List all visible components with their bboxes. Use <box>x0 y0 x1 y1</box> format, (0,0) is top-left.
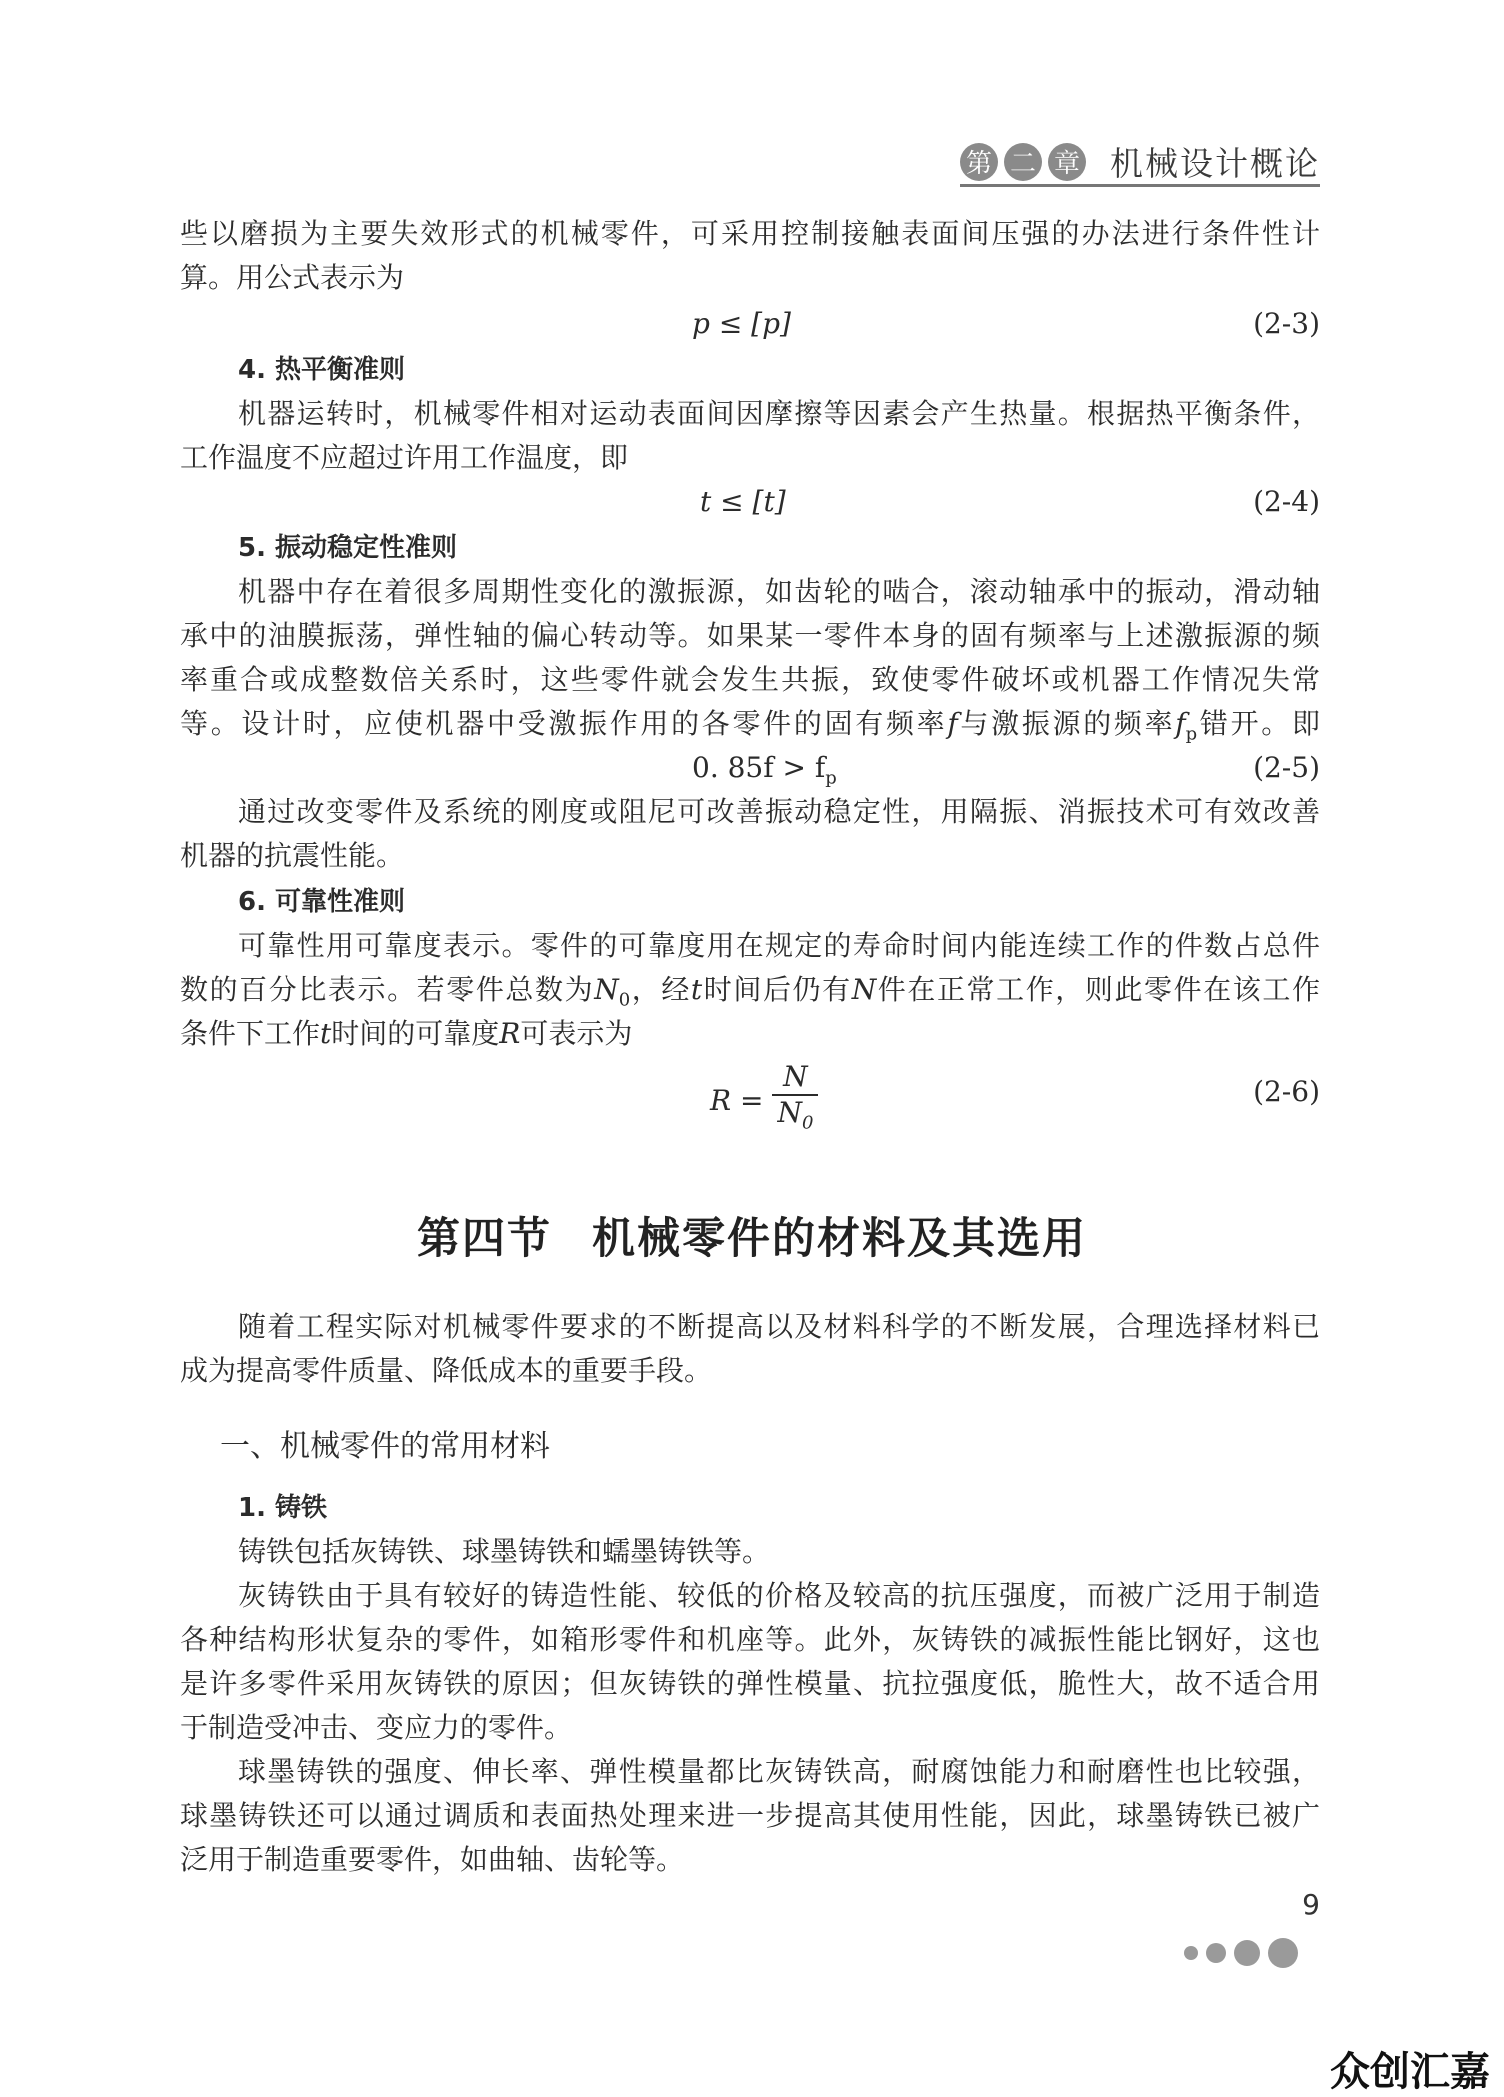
formula-2-6 <box>710 1060 819 1141</box>
subscript: 0 <box>801 1112 814 1134</box>
text-line: 成为提高零件质量、降低成本的重要手段。 <box>180 1354 713 1387</box>
dot-icon <box>1184 1946 1198 1960</box>
text-span: 等。设计时，应使机器中受激振作用的各零件的固有频率 <box>180 707 948 740</box>
watermark: 众创汇嘉 <box>1330 2049 1490 2095</box>
formula-text: 0. 85f > f <box>692 751 826 784</box>
text-line: 球墨铸铁的强度、伸长率、弹性模量都比灰铸铁高，耐腐蚀能力和耐磨性也比较强， <box>238 1755 1320 1788</box>
symbol-f: f <box>947 707 958 740</box>
text-line: 工作温度不应超过许用工作温度，即 <box>180 441 629 474</box>
dot-icon <box>1234 1940 1260 1966</box>
subheading-reliability: 6. 可靠性准则 <box>238 887 406 917</box>
formula-text: N <box>777 1096 802 1129</box>
subheading-cast-iron: 1. 铸铁 <box>238 1493 328 1523</box>
subheading-thermal-balance: 4. 热平衡准则 <box>238 355 406 385</box>
fraction <box>771 1060 819 1141</box>
text-line <box>180 1012 1320 1056</box>
text-line: 通过改变零件及系统的刚度或阻尼可改善振动稳定性，用隔振、消振技术可有效改善 <box>238 795 1320 828</box>
formula-2-3: p ≤ [p] <box>692 307 791 340</box>
dot-icon <box>1206 1943 1226 1963</box>
text-line: 机器中存在着很多周期性变化的激振源，如齿轮的啮合，滚动轴承中的振动，滑动轴 <box>238 575 1320 608</box>
chapter-badge-2: 二 <box>1004 143 1042 181</box>
symbol-f: f <box>1175 707 1186 740</box>
text-span: 时间后仍有 <box>702 973 852 1006</box>
chapter-title: 机械设计概论 <box>1110 144 1320 183</box>
symbol-t: t <box>690 973 703 1006</box>
text-line: 算。用公式表示为 <box>180 261 405 294</box>
subscript: 0 <box>618 989 631 1011</box>
text-span: 错开。即 <box>1197 707 1320 740</box>
section-label: 第四节 <box>417 1214 552 1264</box>
symbol-R: R <box>499 1017 521 1050</box>
text-line: 于制造受冲击、变应力的零件。 <box>180 1711 573 1744</box>
equation-number: (2-3) <box>1253 307 1320 340</box>
symbol-N: N <box>851 973 877 1006</box>
text-span: 与激振源的频率 <box>957 707 1176 740</box>
decorative-dots <box>1184 1938 1298 1968</box>
chapter-header <box>960 138 1320 185</box>
text-span: 数的百分比表示。若零件总数为 <box>180 973 595 1006</box>
text-span: 条件下工作 <box>180 1017 321 1050</box>
text-line: 球墨铸铁还可以通过调质和表面热处理来进一步提高其使用性能，因此，球墨铸铁已被广 <box>180 1799 1320 1832</box>
section-heading: 机械零件的材料及其选用 <box>592 1214 1087 1264</box>
dot-icon <box>1268 1938 1298 1968</box>
formula-lhs: R = <box>710 1083 764 1117</box>
text-span: 时间的可靠度 <box>331 1017 500 1050</box>
text-line: 铸铁包括灰铸铁、球墨铸铁和蠕墨铸铁等。 <box>238 1535 771 1568</box>
page-number: 9 <box>1302 1888 1320 1921</box>
text-span: ，经 <box>630 973 691 1006</box>
text-line: 承中的油膜振荡，弹性轴的偏心转动等。如果某一零件本身的固有频率与上述激振源的频 <box>180 619 1320 652</box>
text-line: 些以磨损为主要失效形式的机械零件，可采用控制接触表面间压强的办法进行条件性计 <box>180 217 1320 250</box>
equation-number: (2-5) <box>1253 751 1320 784</box>
text-span: 件在正常工作，则此零件在该工作 <box>876 973 1320 1006</box>
fraction-denominator <box>771 1096 819 1141</box>
text-line: 可靠性用可靠度表示。零件的可靠度用在规定的寿命时间内能连续工作的件数占总件 <box>238 929 1320 962</box>
subheading-vibration-stability: 5. 振动稳定性准则 <box>238 533 458 563</box>
chapter-badge-1: 第 <box>960 143 998 181</box>
symbol-t: t <box>320 1017 332 1050</box>
text-line: 机器的抗震性能。 <box>180 839 405 872</box>
text-line: 随着工程实际对机械零件要求的不断提高以及材料科学的不断发展，合理选择材料已 <box>238 1310 1320 1343</box>
equation-number: (2-6) <box>1253 1075 1320 1108</box>
equation-number: (2-4) <box>1253 485 1320 518</box>
text-span: 可表示为 <box>520 1017 633 1050</box>
subscript: p <box>1185 723 1198 745</box>
formula-2-4: t ≤ [t] <box>700 485 786 518</box>
text-line: 率重合或成整数倍关系时，这些零件就会发生共振，致使零件破坏或机器工作情况失常 <box>180 663 1320 696</box>
text-line: 泛用于制造重要零件，如曲轴、齿轮等。 <box>180 1843 685 1876</box>
text-line: 机器运转时，机械零件相对运动表面间因摩擦等因素会产生热量。根据热平衡条件， <box>238 397 1320 430</box>
symbol-N: N <box>594 973 619 1006</box>
fraction-numerator: N <box>783 1060 808 1093</box>
header-rule <box>960 184 1320 187</box>
text-line: 是许多零件采用灰铸铁的原因；但灰铸铁的弹性模量、抗拉强度低，脆性大，故不适合用 <box>180 1667 1320 1700</box>
text-line: 灰铸铁由于具有较好的铸造性能、较低的价格及较高的抗压强度，而被广泛用于制造 <box>238 1579 1320 1612</box>
subscript: p <box>825 767 837 789</box>
section-title <box>0 1205 1504 1266</box>
chapter-badge-3: 章 <box>1048 143 1086 181</box>
heading-common-materials: 一、机械零件的常用材料 <box>220 1429 550 1464</box>
text-line: 各种结构形状复杂的零件，如箱形零件和机座等。此外，灰铸铁的减振性能比钢好，这也 <box>180 1623 1320 1656</box>
